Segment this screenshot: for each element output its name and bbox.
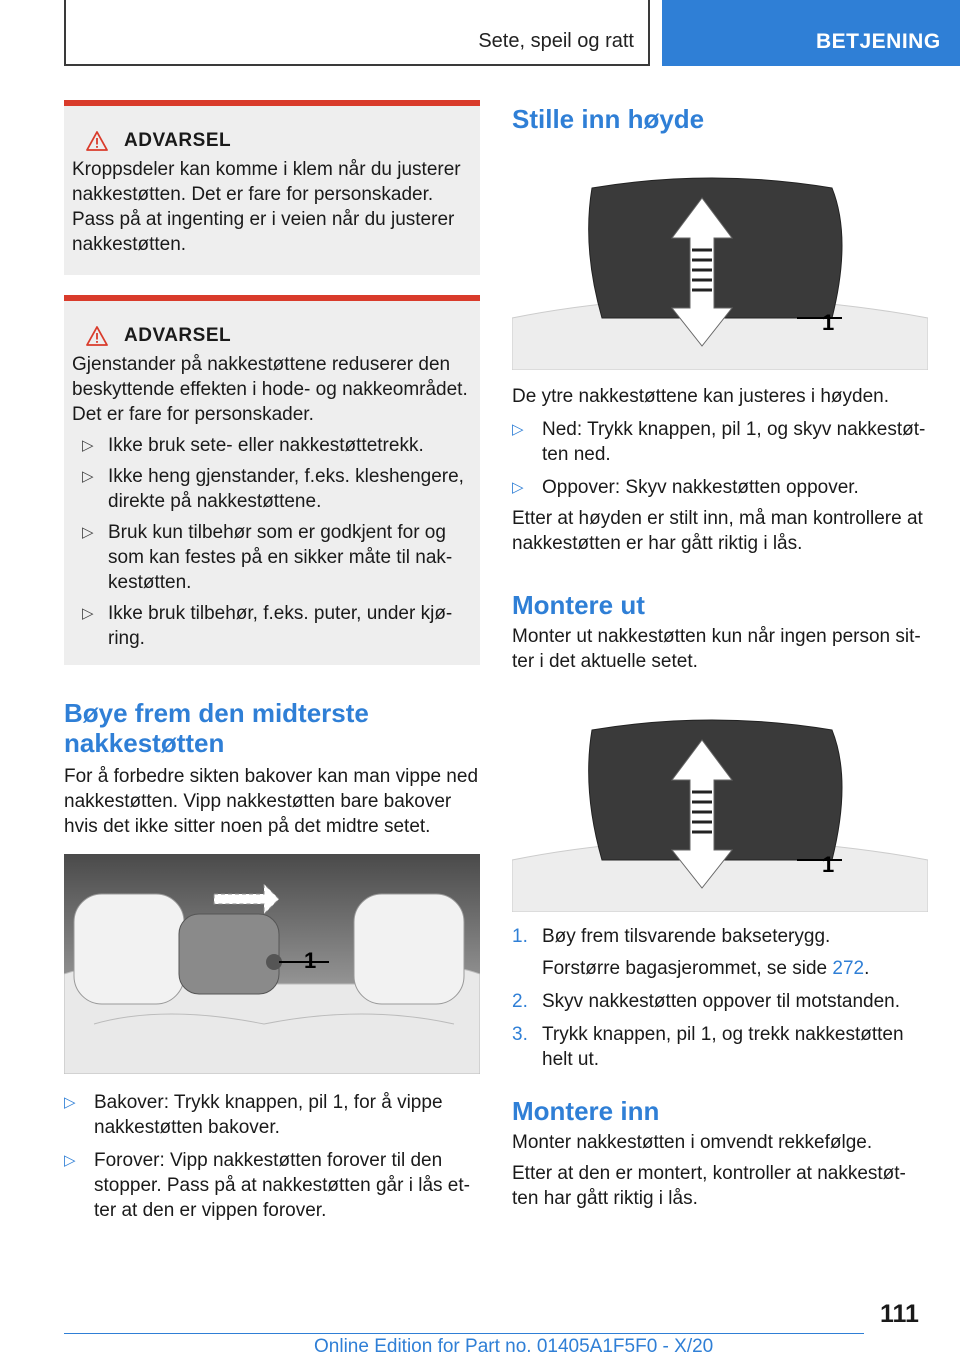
section-text: Etter at den er montert, kontroller at nakkestøt-ten har gått riktig i lås.: [512, 1163, 906, 1209]
list-item: ▷ Ikke bruk tilbehør, f.eks. puter, under kjø-ring.: [82, 603, 453, 649]
height-heading-wrap: [512, 104, 928, 134]
warning-triangle-icon: [86, 131, 108, 151]
step-item: 1. Bøy frem tilsvarende bakseterygg. Forstørre bagasjerommet, se side 272.: [512, 924, 928, 981]
list-item: ▷ Ikke heng gjenstander, f.eks. kleshengere, direkte på nakkestøttene.: [82, 466, 464, 512]
warning-triangle-icon: [86, 326, 108, 346]
step-number: 1.: [512, 926, 528, 947]
warning-title-text: ADVARSEL: [124, 130, 232, 151]
warning-list: [72, 433, 472, 651]
triangle-bullet-icon: ▷: [82, 468, 94, 485]
warning-title: [86, 128, 472, 153]
fold-section: [64, 698, 480, 839]
callout-label: 1: [304, 948, 317, 973]
remove-section: [512, 590, 928, 674]
warning-text: Gjenstander på nakkestøttene reduserer den beskyttende effekten i hode- og nakkeområdet. Det er fare for personskader.: [72, 354, 468, 425]
triangle-bullet-icon: ▷: [512, 421, 524, 438]
headrest-remove-illustration: [512, 710, 928, 912]
triangle-bullet-icon: ▷: [512, 479, 524, 496]
page-reference-link[interactable]: 272: [832, 958, 865, 979]
remove-steps: [512, 924, 928, 1072]
install-section: [512, 1096, 928, 1211]
section-note: Etter at høyden er stilt inn, må man kontrollere at nakkestøtten er har gått riktig i lås.: [512, 508, 923, 554]
list-item: ▷ Bruk kun tilbehør som er godkjent for og som kan festes på en sikker måte til nak-kestøtten.: [82, 522, 453, 593]
remove-steps-wrap: [512, 924, 928, 1072]
section-tab[interactable]: BETJENING: [662, 0, 960, 66]
section-intro: De ytre nakkestøttene kan justeres i høyden.: [512, 386, 890, 407]
section-heading: Montere inn: [512, 1096, 660, 1126]
list-item: ▷ Bakover: Trykk knappen, pil 1, for å vippe nakkestøtten bakover.: [64, 1092, 443, 1138]
page-number: 111: [880, 1300, 919, 1328]
fold-list: [64, 1090, 480, 1223]
warning-box-1: [64, 100, 480, 275]
callout-label: 1: [822, 852, 835, 877]
headrest-height-illustration: [512, 168, 928, 370]
warning-box-2: [64, 295, 480, 665]
section-heading: Bøye frem den midterste nakkestøtten: [64, 698, 369, 758]
header-chapter-box: [64, 0, 650, 66]
rear-seat-illustration: [64, 854, 480, 1074]
list-item: ▷ Ned: Trykk knappen, pil 1, og skyv nakkestøt-ten ned.: [512, 419, 926, 465]
step-subnote: Forstørre bagasjerommet, se side 272.: [542, 958, 870, 979]
triangle-bullet-icon: ▷: [82, 605, 94, 622]
list-item: ▷ Forover: Vipp nakkestøtten forover til den stopper. Pass på at nakkestøtten går i lås et-ter at den er vippen forover.: [64, 1150, 470, 1221]
list-item: ▷ Oppover: Skyv nakkestøtten oppover.: [512, 477, 859, 498]
footer-divider: [64, 1333, 864, 1334]
height-list: [512, 417, 928, 500]
fold-list-wrap: [64, 1090, 480, 1223]
footer-edition: Online Edition for Part no. 01405A1F5F0 - X/20: [314, 1336, 714, 1357]
warning-title: [86, 323, 472, 348]
triangle-bullet-icon: ▷: [82, 437, 94, 454]
triangle-bullet-icon: ▷: [64, 1094, 76, 1111]
step-number: 3.: [512, 1024, 528, 1045]
step-item: 3. Trykk knappen, pil 1, og trekk nakkestøtten helt ut.: [512, 1024, 904, 1070]
warning-text: Kroppsdeler kan komme i klem når du justerer nakkestøtten. Det er fare for personskader. Pass på at ingenting er i veien når du justerer nakkestøtten.: [72, 159, 461, 255]
section-intro: For å forbedre sikten bakover kan man vippe ned nakkestøtten. Vipp nakkestøtten bare bakover hvis det ikke sitter noen på det midtre setet.: [64, 766, 479, 837]
step-item: 2. Skyv nakkestøtten oppover til motstanden.: [512, 991, 901, 1012]
chapter-title: Sete, speil og ratt: [478, 30, 634, 52]
triangle-bullet-icon: ▷: [82, 524, 94, 541]
callout-label: 1: [822, 310, 835, 335]
section-intro: Monter ut nakkestøtten kun når ingen person sit-ter i det aktuelle setet.: [512, 626, 921, 672]
section-heading: Montere ut: [512, 590, 645, 620]
triangle-bullet-icon: ▷: [64, 1152, 76, 1169]
step-number: 2.: [512, 991, 528, 1012]
list-item: ▷ Ikke bruk sete- eller nakkestøttetrekk.: [82, 435, 424, 456]
warning-title-text: ADVARSEL: [124, 325, 232, 346]
section-heading: Stille inn høyde: [512, 104, 705, 134]
section-text: Monter nakkestøtten i omvendt rekkefølge.: [512, 1132, 873, 1153]
height-section: [512, 384, 928, 556]
